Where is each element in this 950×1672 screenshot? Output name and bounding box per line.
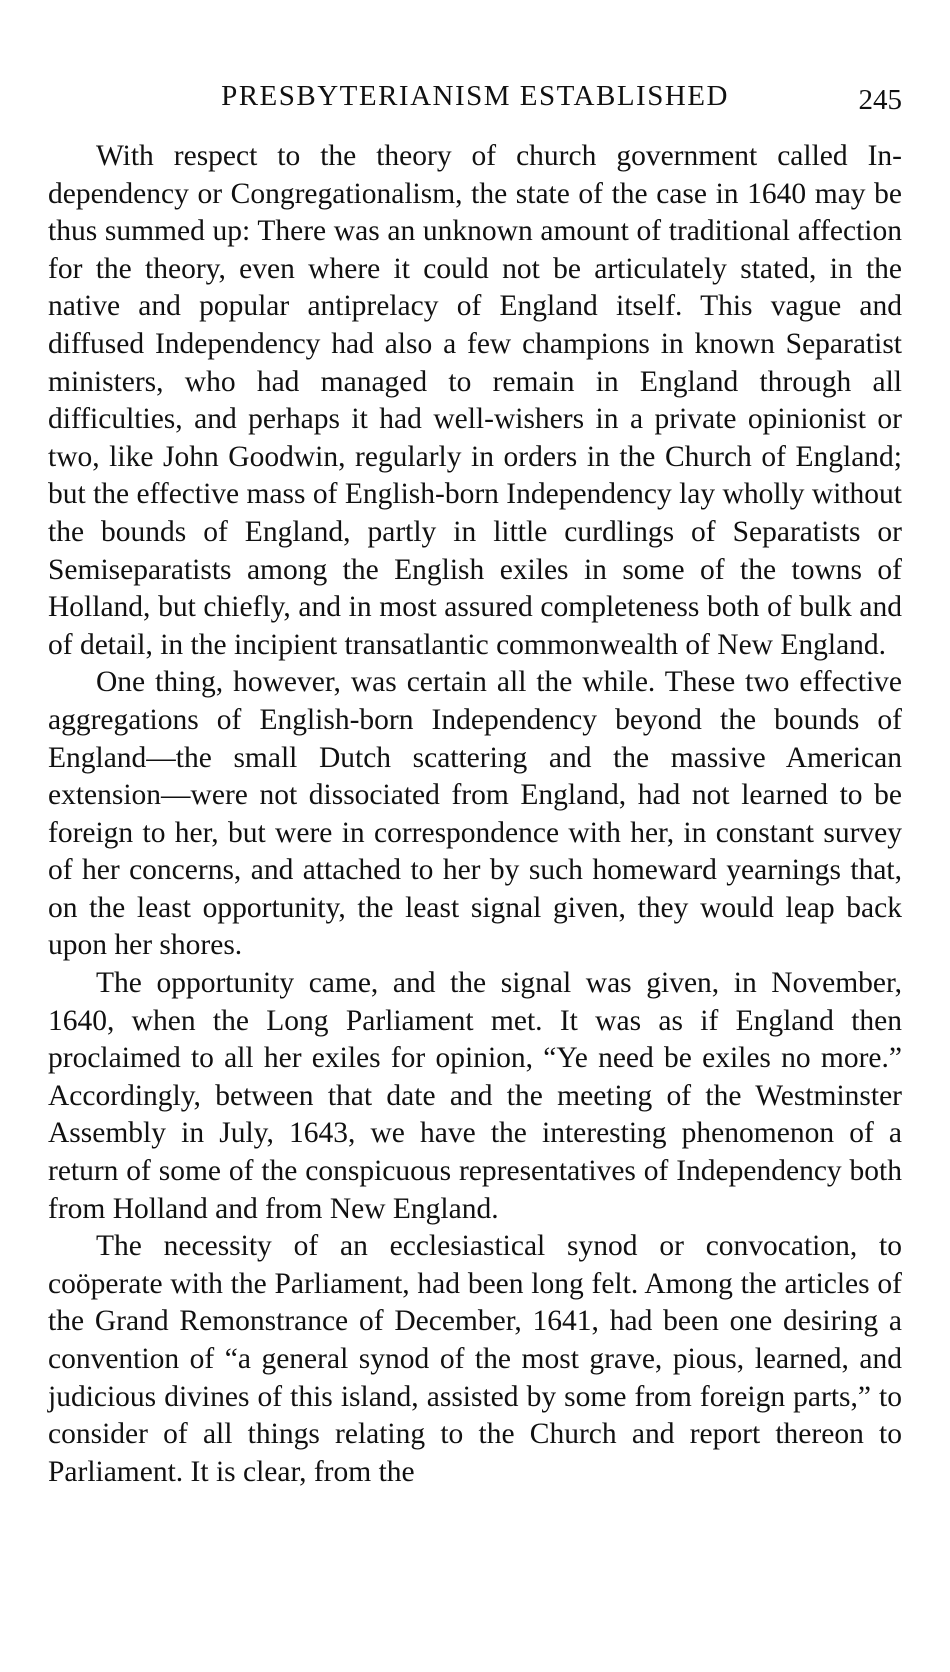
- running-title: PRESBYTERIANISM ESTABLISHED: [221, 80, 729, 112]
- paragraph-opportunity: The opportunity came, and the signal was given, in November, 1640, when the Long Parliament met. It was as if England then proclaimed to all her exiles for opinion, “Ye need be exiles no more.” Accordingly, between that date and the meeting of the Westminster Assembly in July, 1643, we have the interesting phenomenon of a return of some of the conspicuous representatives of Independency both from Holland and from New England.: [48, 967, 902, 1225]
- paragraph-certain-thing: One thing, however, was certain all the while. These two effective aggregations of English-born Independency beyond the bounds of England—the small Dutch scattering and the massive American extension—were not dissociated from England, had not learned to be foreign to her, but were in correspondence with her, in constant survey of her concerns, and attached to her by such homeward yearnings that, on the least opportunity, the least signal given, they would leap back upon her shores.: [48, 666, 902, 962]
- paragraph-synod: The necessity of an ecclesiastical synod or convocation, to coöperate with the Parliament, had been long felt. Among the articles of the Grand Remonstrance of December, 1641, had been one desiring a convention of “a general synod of the most grave, pious, learned, and judicious divines of this island, assisted by some from foreign parts,” to consider of all things relating to the Church and report thereon to Parliament. It is clear, from the: [48, 1230, 902, 1488]
- running-head: [48, 76, 902, 116]
- paragraph-independency: With respect to the theory of church government called Independency or Congregationalism, the state of the case in 1640 may be thus summed up: There was an unknown amount of traditional affection for the theory, even where it could not be articulately stated, in the native and popular antiprelacy of England itself. This vague and diffused Independency had also a few champions in known Separatist ministers, who had managed to remain in England through all difficulties, and perhaps it had well-wishers in a private opinionist or two, like John Goodwin, regularly in orders in the Church of England; but the effective mass of English-born Independency lay wholly without the bounds of England, partly in little curdlings of Separatists or Semiseparatists among the English exiles in some of the towns of Holland, but chiefly, and in most assured completeness both of bulk and of detail, in the incipient transatlantic commonwealth of New England.: [48, 140, 902, 661]
- page-number: 245: [858, 84, 902, 116]
- body-text: [48, 138, 902, 1491]
- book-page: [48, 0, 902, 1672]
